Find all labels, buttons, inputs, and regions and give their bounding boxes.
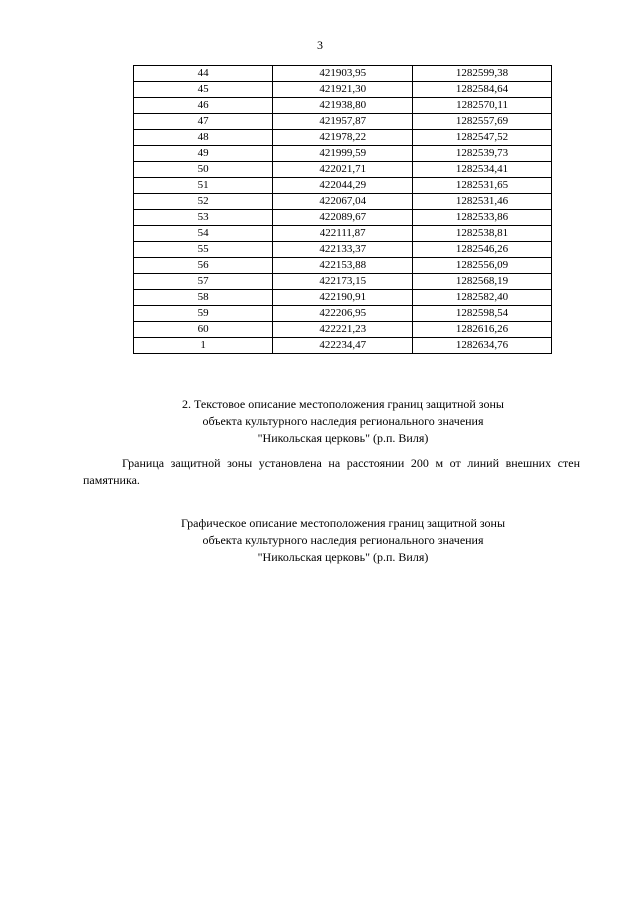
x-coordinate-cell: 421978,22 (273, 130, 413, 146)
x-coordinate-cell: 421921,30 (273, 82, 413, 98)
point-number-cell: 47 (134, 114, 273, 130)
x-coordinate-cell: 421903,95 (273, 66, 413, 82)
heading-line: "Никольская церковь" (р.п. Виля) (257, 550, 429, 564)
text-description-heading (0, 396, 640, 447)
x-coordinate-cell: 422089,67 (273, 210, 413, 226)
x-coordinate-cell: 421999,59 (273, 146, 413, 162)
x-coordinate-cell: 422067,04 (273, 194, 413, 210)
x-coordinate-cell: 422234,47 (273, 338, 413, 354)
point-number-cell: 53 (134, 210, 273, 226)
point-number-cell: 56 (134, 258, 273, 274)
table-row (134, 194, 552, 210)
table-row (134, 338, 552, 354)
point-number-cell: 58 (134, 290, 273, 306)
y-coordinate-cell: 1282584,64 (413, 82, 552, 98)
heading-line: Графическое описание местоположения границ защитной зоны (180, 516, 506, 530)
point-number-cell: 59 (134, 306, 273, 322)
point-number-cell: 44 (134, 66, 273, 82)
table-row (134, 66, 552, 82)
y-coordinate-cell: 1282531,65 (413, 178, 552, 194)
point-number-cell: 46 (134, 98, 273, 114)
coordinates-table (133, 65, 552, 354)
table-row (134, 98, 552, 114)
x-coordinate-cell: 422190,91 (273, 290, 413, 306)
y-coordinate-cell: 1282616,26 (413, 322, 552, 338)
table-row (134, 82, 552, 98)
y-coordinate-cell: 1282568,19 (413, 274, 552, 290)
y-coordinate-cell: 1282547,52 (413, 130, 552, 146)
y-coordinate-cell: 1282531,46 (413, 194, 552, 210)
x-coordinate-cell: 422173,15 (273, 274, 413, 290)
point-number-cell: 48 (134, 130, 273, 146)
point-number-cell: 54 (134, 226, 273, 242)
heading-line: объекта культурного наследия регионального значения (202, 414, 484, 428)
y-coordinate-cell: 1282556,09 (413, 258, 552, 274)
y-coordinate-cell: 1282533,86 (413, 210, 552, 226)
point-number-cell: 57 (134, 274, 273, 290)
point-number-cell: 45 (134, 82, 273, 98)
x-coordinate-cell: 422133,37 (273, 242, 413, 258)
x-coordinate-cell: 422111,87 (273, 226, 413, 242)
graphic-description-heading (0, 515, 640, 566)
table-row (134, 306, 552, 322)
x-coordinate-cell: 422153,88 (273, 258, 413, 274)
point-number-cell: 51 (134, 178, 273, 194)
y-coordinate-cell: 1282570,11 (413, 98, 552, 114)
y-coordinate-cell: 1282546,26 (413, 242, 552, 258)
y-coordinate-cell: 1282582,40 (413, 290, 552, 306)
table-row (134, 290, 552, 306)
table-row (134, 162, 552, 178)
table-row (134, 114, 552, 130)
table-row (134, 130, 552, 146)
x-coordinate-cell: 422206,95 (273, 306, 413, 322)
x-coordinate-cell: 422221,23 (273, 322, 413, 338)
x-coordinate-cell: 422021,71 (273, 162, 413, 178)
heading-line: объекта культурного наследия регионального значения (202, 533, 484, 547)
y-coordinate-cell: 1282598,54 (413, 306, 552, 322)
page-number: 3 (317, 38, 323, 52)
table-row (134, 146, 552, 162)
point-number-cell: 60 (134, 322, 273, 338)
y-coordinate-cell: 1282557,69 (413, 114, 552, 130)
y-coordinate-cell: 1282539,73 (413, 146, 552, 162)
table-row (134, 322, 552, 338)
point-number-cell: 49 (134, 146, 273, 162)
coordinates-table-body (134, 66, 552, 354)
table-row (134, 258, 552, 274)
y-coordinate-cell: 1282599,38 (413, 66, 552, 82)
boundary-description-paragraph: Граница защитной зоны установлена на расстоянии 200 м от линий внешних стен памятника. (83, 456, 580, 487)
point-number-cell: 52 (134, 194, 273, 210)
x-coordinate-cell: 421957,87 (273, 114, 413, 130)
x-coordinate-cell: 421938,80 (273, 98, 413, 114)
point-number-cell: 55 (134, 242, 273, 258)
y-coordinate-cell: 1282538,81 (413, 226, 552, 242)
heading-line: "Никольская церковь" (р.п. Виля) (257, 431, 429, 445)
table-row (134, 242, 552, 258)
table-row (134, 178, 552, 194)
table-row (134, 226, 552, 242)
point-number-cell: 50 (134, 162, 273, 178)
point-number-cell: 1 (134, 338, 273, 354)
x-coordinate-cell: 422044,29 (273, 178, 413, 194)
heading-line: 2. Текстовое описание местоположения границ защитной зоны (182, 397, 504, 411)
y-coordinate-cell: 1282634,76 (413, 338, 552, 354)
table-row (134, 274, 552, 290)
y-coordinate-cell: 1282534,41 (413, 162, 552, 178)
table-row (134, 210, 552, 226)
